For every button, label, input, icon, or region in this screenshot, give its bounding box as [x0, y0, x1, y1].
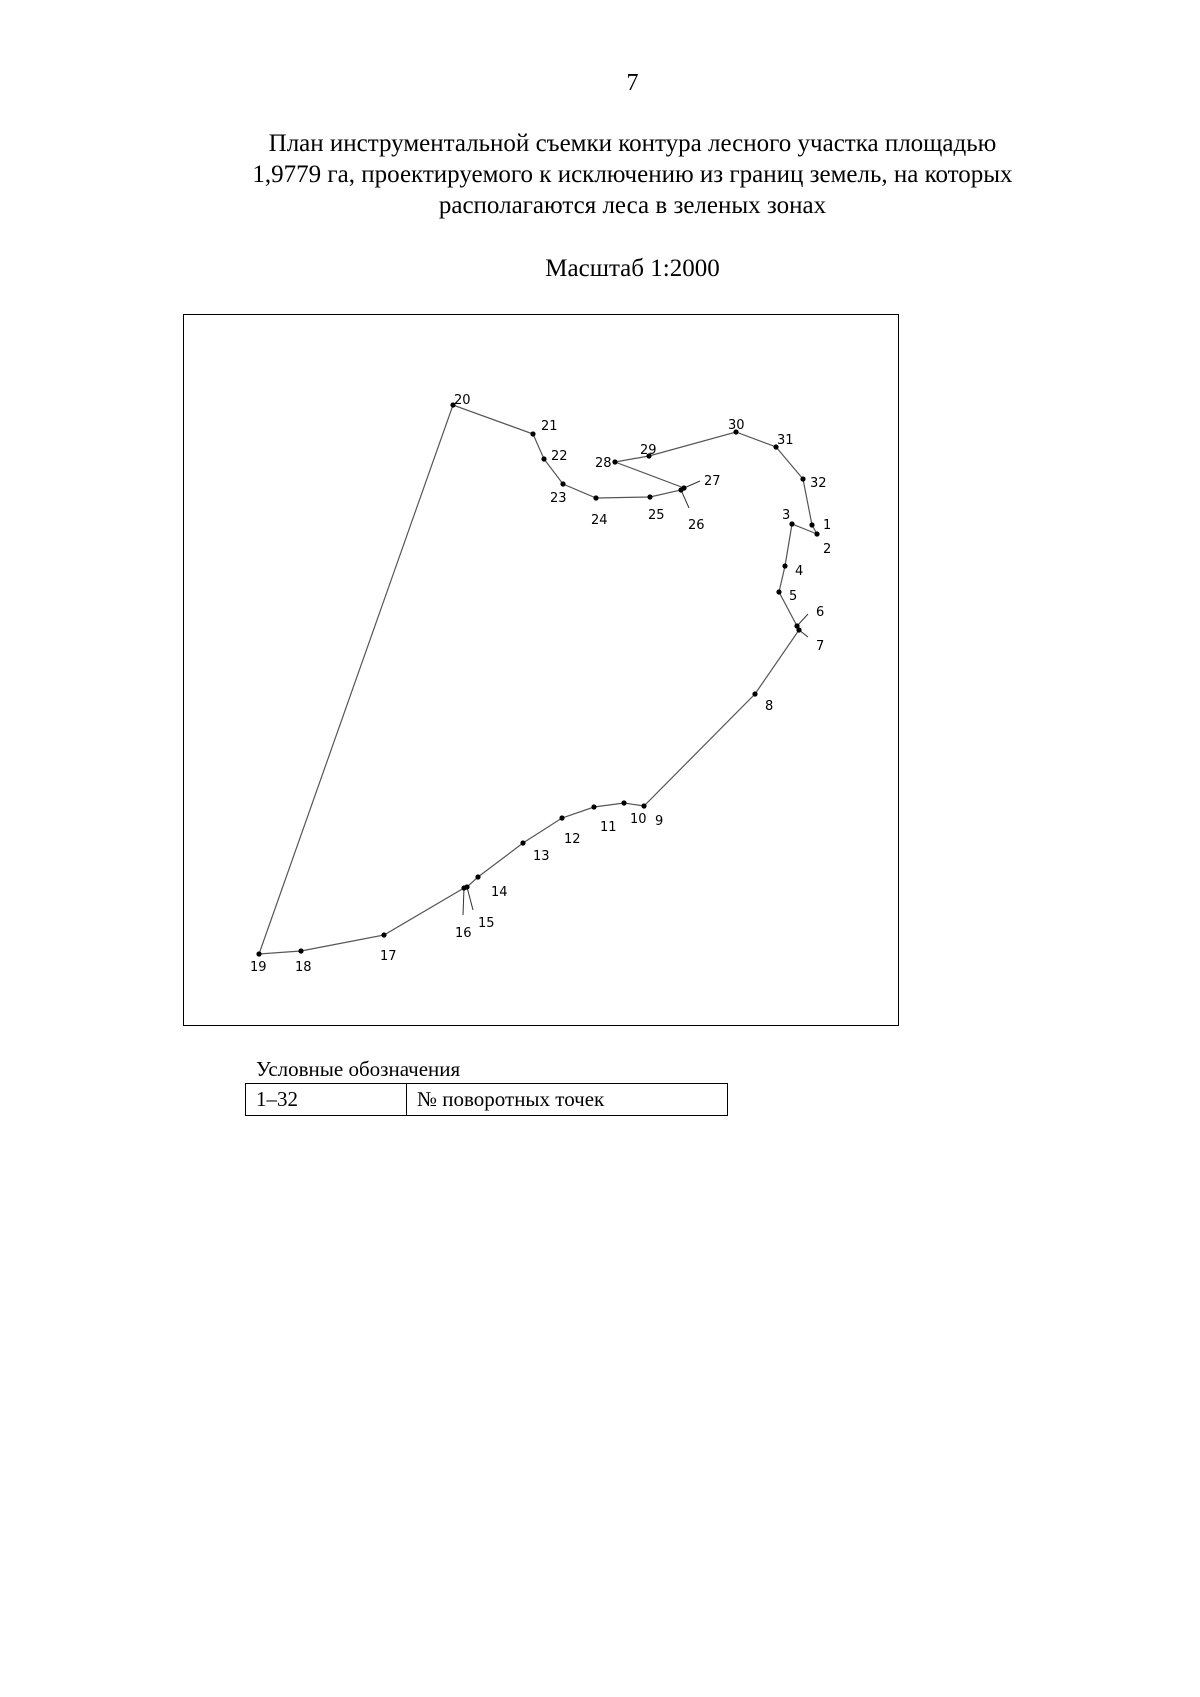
turning-point-marker [681, 485, 686, 490]
turning-point-marker [612, 459, 617, 464]
legend-title: Условные обозначения [256, 1057, 461, 1081]
turning-point-marker [752, 691, 757, 696]
point-leader-line [463, 888, 464, 915]
turning-point-label: 12 [564, 832, 581, 847]
turning-point-marker [530, 431, 535, 436]
turning-point-marker [647, 494, 652, 499]
turning-point-label: 17 [380, 949, 397, 964]
title-line-3: располагаются леса в зеленых зонах [438, 192, 827, 219]
turning-point-marker [298, 948, 303, 953]
legend-row [246, 1084, 728, 1116]
turning-point-marker [591, 804, 596, 809]
turning-point-label: 7 [816, 639, 825, 654]
turning-point-label: 20 [454, 393, 471, 408]
turning-point-label: 27 [704, 474, 721, 489]
turning-point-label: 32 [810, 476, 827, 491]
turning-point-label: 24 [591, 513, 608, 528]
turning-point-label: 18 [295, 960, 312, 975]
turning-point-marker [800, 476, 805, 481]
turning-point-marker [541, 456, 546, 461]
turning-point-label: 4 [795, 564, 804, 579]
turning-point-label: 10 [630, 812, 647, 827]
turning-point-marker [256, 951, 261, 956]
turning-point-label: 5 [789, 589, 798, 604]
turning-point-marker [776, 589, 781, 594]
turning-point-label: 3 [782, 508, 791, 523]
turning-point-label: 23 [550, 491, 567, 506]
turning-point-label: 8 [765, 699, 774, 714]
point-leader-line [467, 887, 473, 910]
turning-point-label: 2 [823, 542, 832, 557]
turning-point-label: 16 [455, 926, 472, 941]
turning-point-label: 13 [533, 849, 550, 864]
turning-point-label: 22 [551, 449, 568, 464]
turning-point-label: 19 [250, 960, 267, 975]
legend-symbol: 1–32 [246, 1084, 407, 1116]
turning-point-label: 6 [816, 605, 825, 620]
turning-point-marker [641, 803, 646, 808]
legend-table [245, 1083, 728, 1116]
page-number: 7 [626, 70, 639, 96]
turning-point-label: 25 [648, 508, 665, 523]
turning-point-marker [809, 522, 814, 527]
turning-point-marker [814, 531, 819, 536]
point-leader-line [681, 490, 689, 508]
turning-point-marker [381, 932, 386, 937]
turning-point-label: 29 [640, 443, 657, 458]
turning-point-label: 14 [491, 885, 508, 900]
turning-point-marker [593, 495, 598, 500]
turning-point-marker [796, 627, 801, 632]
title-line-1: План инструментальной съемки контура лесного участка площадью [268, 130, 997, 157]
turning-point-marker [560, 481, 565, 486]
turning-point-label: 11 [600, 820, 617, 835]
turning-point-marker [621, 800, 626, 805]
turning-point-label: 9 [655, 814, 664, 829]
plot-boundary [259, 405, 817, 954]
title-line-2: 1,9779 га, проектируемого к исключению из границ земель, на которых [252, 161, 1013, 188]
turning-point-marker [475, 874, 480, 879]
legend-meaning: № поворотных точек [407, 1084, 728, 1116]
turning-point-label: 1 [823, 518, 832, 533]
turning-point-label: 30 [728, 418, 745, 433]
turning-point-marker [461, 885, 466, 890]
point-leader-line [684, 481, 700, 488]
turning-point-marker [782, 563, 787, 568]
turning-point-label: 21 [541, 419, 558, 434]
turning-point-marker [520, 840, 525, 845]
turning-point-label: 15 [478, 916, 495, 931]
turning-point-label: 31 [777, 433, 794, 448]
map-scale: Масштаб 1:2000 [545, 255, 720, 282]
turning-point-label: 28 [595, 456, 612, 471]
turning-point-label: 26 [688, 518, 705, 533]
turning-point-marker [559, 815, 564, 820]
